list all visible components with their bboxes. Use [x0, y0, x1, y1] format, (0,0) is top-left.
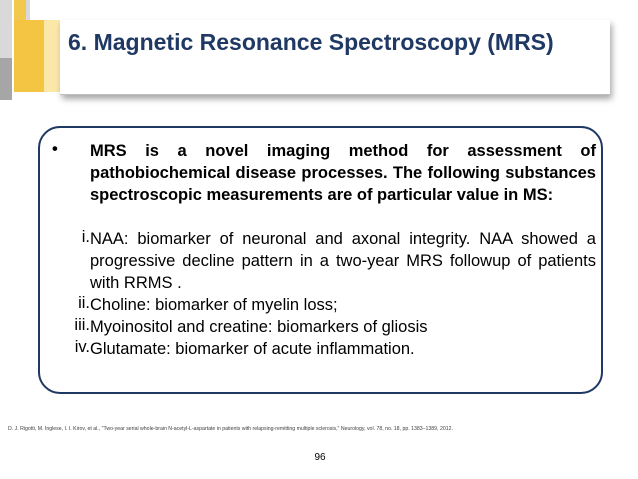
- list-item: [38, 316, 598, 338]
- list-item-text: Choline: biomarker of myelin loss;: [90, 296, 338, 314]
- reference-citation: D. J. Rigotti, M. Inglese, I. I. Kirov, et al., "Two-year serial whole-brain N-acetyl-L-aspartate in patients with relapsing-remitting multiple sclerosis," Neurology, vol. 78, no. 18, pp. 1383–1389, 2012.: [8, 426, 453, 432]
- list-item: [38, 228, 598, 294]
- list-marker: i.: [81, 228, 90, 246]
- content-list: [38, 140, 598, 360]
- decorative-block-dark-gray: [0, 58, 12, 100]
- intro-bullet: [38, 140, 598, 206]
- decorative-block-pale-gold: [44, 20, 60, 92]
- list-marker: iv.: [74, 338, 90, 356]
- list-item-text: Glutamate: biomarker of acute inflammation.: [90, 340, 415, 358]
- decorative-stripe: [26, 0, 30, 20]
- list-item: [38, 294, 598, 316]
- intro-text: MRS is a novel imaging method for assessment of pathobiochemical disease processes. The following substances spectroscopic measurements are of particular value in MS:: [90, 142, 596, 204]
- decorative-block-light-gray: [0, 0, 12, 58]
- title-box: [60, 20, 610, 95]
- page-number: 96: [314, 452, 326, 463]
- list-marker: iii.: [74, 316, 90, 334]
- decorative-block-gold: [14, 20, 44, 92]
- list-item-text: NAA: biomarker of neuronal and axonal integrity. NAA showed a progressive decline pattern in a two-year MRS followup of patients with RRMS .: [90, 230, 596, 292]
- decorative-block-gold-top: [14, 0, 26, 20]
- bullet-marker: •: [52, 140, 58, 158]
- list-item: [38, 338, 598, 360]
- list-marker: ii.: [78, 294, 90, 312]
- spacer: [38, 206, 598, 228]
- list-item-text: Myoinositol and creatine: biomarkers of gliosis: [90, 318, 428, 336]
- slide-title: 6. Magnetic Resonance Spectroscopy (MRS): [68, 29, 554, 55]
